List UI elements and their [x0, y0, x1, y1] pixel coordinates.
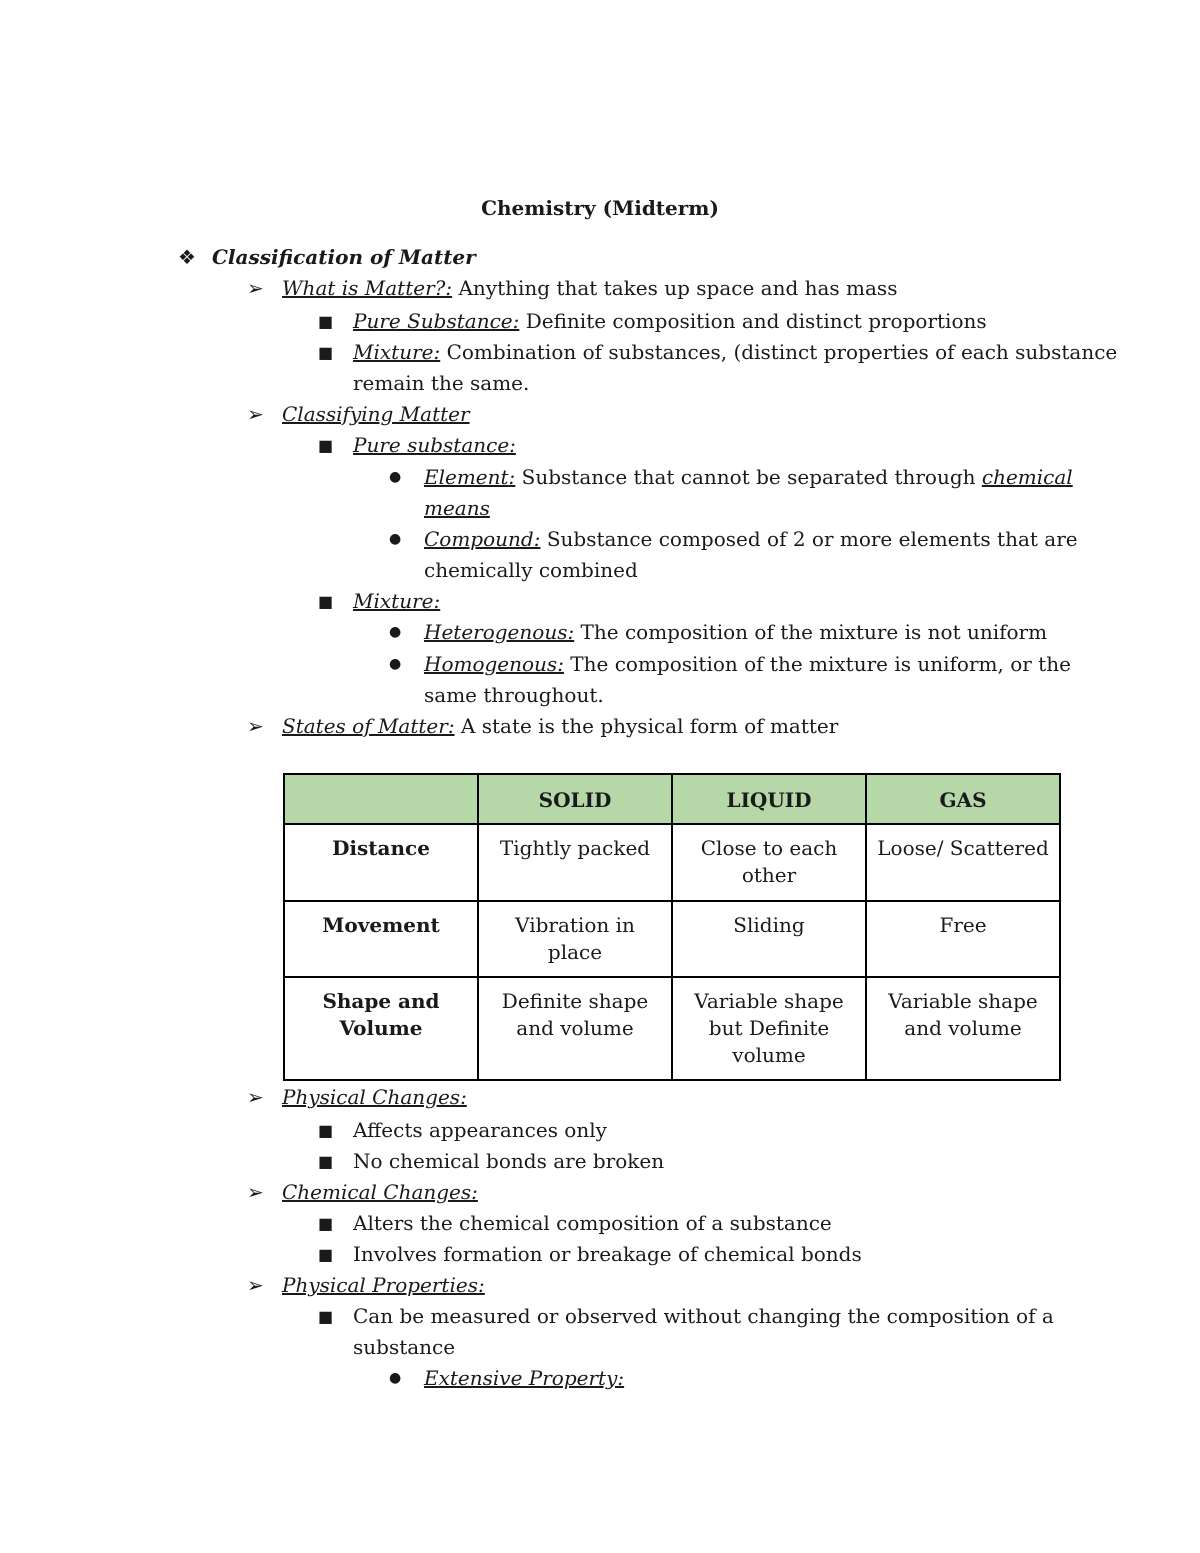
classifying-matter-heading: Classifying Matter [282, 402, 470, 426]
term-label: Element: [424, 465, 516, 489]
term-definition: Anything that takes up space and has mass [452, 276, 898, 300]
dot-bullet-icon: ● [389, 1370, 402, 1386]
dot-bullet-icon: ● [389, 469, 402, 485]
mixture-item [353, 337, 1117, 368]
what-is-matter-item [282, 273, 897, 304]
term-label: Homogenous: [424, 652, 564, 676]
list-item: Involves formation or breakage of chemical bonds [353, 1242, 862, 1266]
compound-item [424, 524, 1078, 555]
term-definition: Definite composition and distinct proportions [519, 309, 987, 333]
square-bullet-icon: ■ [318, 343, 334, 362]
table-row [284, 977, 1060, 1080]
term-label: Compound: [424, 527, 541, 551]
compound-item-continued: chemically combined [424, 558, 638, 582]
mixture-item-continued: remain the same. [353, 371, 530, 395]
mixture-subheading: Mixture: [353, 589, 441, 613]
square-bullet-icon: ■ [318, 1152, 334, 1171]
arrow-bullet-icon: ➢ [247, 1180, 264, 1204]
table-cell: Variable shape and volume [866, 977, 1060, 1080]
table-cell: Close to each other [672, 824, 866, 901]
square-bullet-icon: ■ [318, 592, 334, 611]
term-label: Pure Substance: [353, 309, 520, 333]
table-cell: Free [866, 901, 1060, 977]
table-cell: Sliding [672, 901, 866, 977]
list-item: Can be measured or observed without changing the composition of a [353, 1304, 1054, 1328]
section-heading-classification: Classification of Matter [212, 245, 476, 269]
homogenous-item-continued: same throughout. [424, 683, 604, 707]
element-item [424, 462, 1073, 493]
term-definition: Combination of substances, (distinct properties of each substance [440, 340, 1118, 364]
table-cell: Vibration in place [478, 901, 672, 977]
square-bullet-icon: ■ [318, 312, 334, 331]
term-emphasis: chemical [981, 465, 1073, 489]
states-of-matter-item [282, 711, 838, 742]
term-definition: A state is the physical form of matter [454, 714, 839, 738]
table-header-cell: LIQUID [672, 774, 866, 824]
pure-substance-subheading: Pure substance: [353, 433, 516, 457]
arrow-bullet-icon: ➢ [247, 402, 264, 426]
page-title: Chemistry (Midterm) [481, 196, 719, 220]
table-row-label: Distance [284, 824, 478, 901]
term-definition: The composition of the mixture is uniform, or the [563, 652, 1071, 676]
extensive-property-item: Extensive Property: [424, 1366, 625, 1390]
term-label: Heterogenous: [424, 620, 575, 644]
table-header-cell: GAS [866, 774, 1060, 824]
pure-substance-item [353, 306, 987, 337]
arrow-bullet-icon: ➢ [247, 714, 264, 738]
dot-bullet-icon: ● [389, 531, 402, 547]
table-row [284, 824, 1060, 901]
table-cell: Definite shape and volume [478, 977, 672, 1080]
square-bullet-icon: ■ [318, 1121, 334, 1140]
term-label: Mixture: [353, 340, 441, 364]
physical-properties-heading: Physical Properties: [282, 1273, 485, 1297]
table-header-cell [284, 774, 478, 824]
term-definition: The composition of the mixture is not uniform [574, 620, 1048, 644]
heterogenous-item [424, 617, 1047, 648]
square-bullet-icon: ■ [318, 1307, 334, 1326]
list-item: Affects appearances only [353, 1118, 607, 1142]
diamond-bullet-icon: ❖ [178, 245, 196, 269]
dot-bullet-icon: ● [389, 656, 402, 672]
table-header-row [284, 774, 1060, 824]
table-row [284, 901, 1060, 977]
arrow-bullet-icon: ➢ [247, 276, 264, 300]
chemical-changes-heading: Chemical Changes: [282, 1180, 478, 1204]
table-cell: Loose/ Scattered [866, 824, 1060, 901]
term-label: What is Matter?: [282, 276, 453, 300]
table-header-cell: SOLID [478, 774, 672, 824]
term-definition: Substance composed of 2 or more elements that are [540, 527, 1078, 551]
table-cell: Variable shape but Definite volume [672, 977, 866, 1080]
list-item: No chemical bonds are broken [353, 1149, 665, 1173]
physical-changes-heading: Physical Changes: [282, 1085, 467, 1109]
square-bullet-icon: ■ [318, 1245, 334, 1264]
table-row-label: Shape and Volume [284, 977, 478, 1080]
arrow-bullet-icon: ➢ [247, 1273, 264, 1297]
states-of-matter-table [283, 773, 1061, 1081]
element-item-continued: means [424, 496, 490, 520]
square-bullet-icon: ■ [318, 1214, 334, 1233]
table-cell: Tightly packed [478, 824, 672, 901]
term-label: States of Matter: [282, 714, 455, 738]
arrow-bullet-icon: ➢ [247, 1085, 264, 1109]
homogenous-item [424, 649, 1071, 680]
list-item-continued: substance [353, 1335, 456, 1359]
list-item: Alters the chemical composition of a substance [353, 1211, 832, 1235]
table-row-label: Movement [284, 901, 478, 977]
square-bullet-icon: ■ [318, 436, 334, 455]
term-definition: Substance that cannot be separated through [515, 465, 982, 489]
dot-bullet-icon: ● [389, 624, 402, 640]
